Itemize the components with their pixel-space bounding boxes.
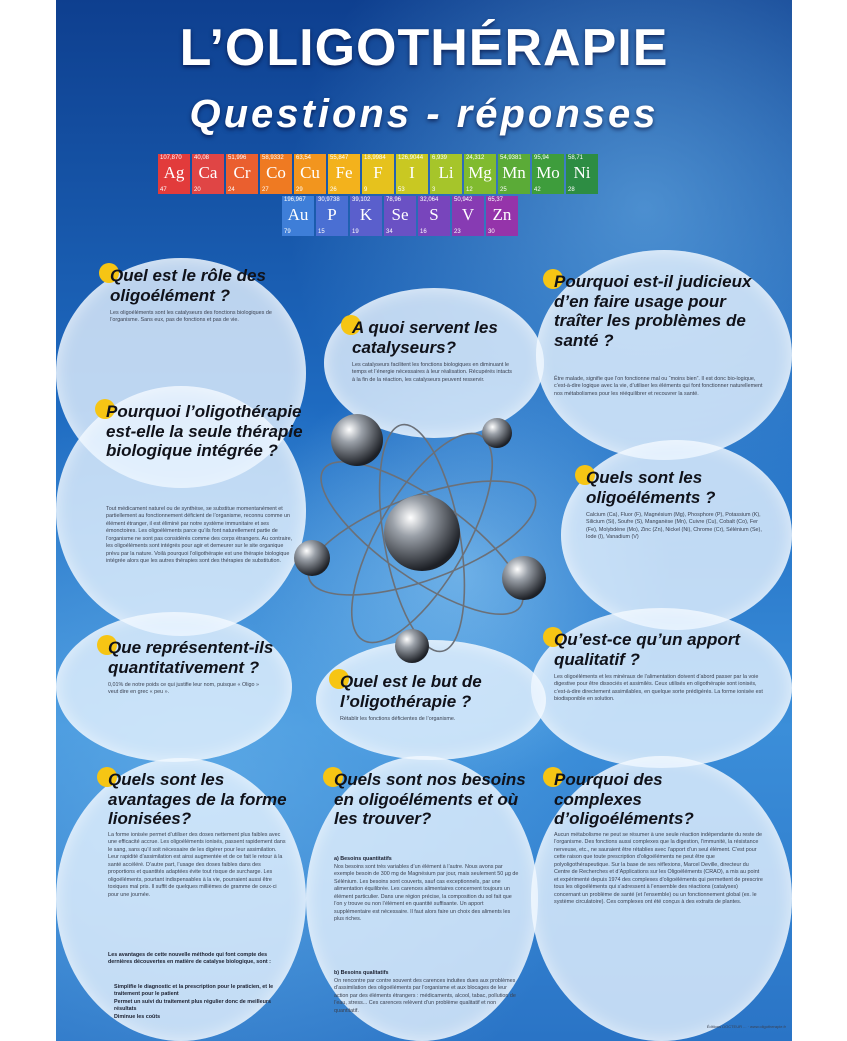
question-seule: Pourquoi l’oligothérapie est-elle la seule thérapie biologique intégrée ? <box>106 402 316 461</box>
element-mass: 30,9738 <box>318 197 340 203</box>
question-besoins: Quels sont nos besoins en oligoéléments et où les trouver? <box>334 770 534 829</box>
element-symbol: Li <box>438 163 454 182</box>
element-number: 20 <box>194 187 201 193</box>
avantages-bullets <box>108 984 293 1021</box>
element-symbol: F <box>373 163 383 182</box>
element-mass: 126,9044 <box>398 155 424 161</box>
element-number: 3 <box>432 187 436 193</box>
element-symbol: Fe <box>335 163 353 182</box>
question-quels: Quels sont les oligoéléments ? <box>586 468 786 507</box>
element-symbol: K <box>359 205 373 224</box>
element-number: 24 <box>228 187 235 193</box>
element-number: 79 <box>284 229 291 235</box>
element-tile-mn <box>498 154 530 194</box>
poster-title: L’OLIGOTHÉRAPIE <box>179 19 669 77</box>
element-mass: 50,942 <box>454 197 473 203</box>
poster <box>56 0 792 1041</box>
electron <box>502 556 546 600</box>
element-mass: 196,967 <box>284 197 306 203</box>
element-tile-p <box>316 196 348 236</box>
question-quantitativement: Que représentent-ils quantitativement ? <box>108 638 318 677</box>
element-mass: 24,312 <box>466 155 485 161</box>
nucleus <box>384 495 460 571</box>
avantages-lead: Les avantages de cette nouvelle méthode qui font compte des dernières découvertes en matière de catalyse biologique, sont : <box>108 952 271 966</box>
element-number: 29 <box>296 187 303 193</box>
element-mass: 107,870 <box>160 155 182 161</box>
poster-subtitle: Questions - réponses <box>189 92 659 136</box>
element-number: 30 <box>488 229 495 235</box>
element-tile-mg <box>464 154 496 194</box>
element-symbol: Mo <box>536 163 560 182</box>
element-tile-i <box>396 154 428 194</box>
answer-complexes: Aucun métabolisme ne peut se résumer à une seule réaction indépendante du reste de l’organisme. Des fonctions aussi complexes que la digestion, l’immunité, la résistance nerveuse, etc., ne sauraient être rétablies avec l’apport d’un seul élément. C’est pour cette raison que toute prescription d’oligoéléments ne peut être que polyoligothérapeutique. Sur la base de ses réflexions, Marcel Deville, directeur du Centre de Recherches et d’Applications sur les Oligoéléments (CRAO), a mis au point et expérimenté depuis 1974 des complexes d’oligoéléments qui permettent de prescrire tous les oligoéléments qui s’adressent à l’ensemble des réactions (catalyses) concernant un problème de santé (et l’ensemble) ou un fonctionnement global (ex. le système circulatoire). Ces complexes ont été conçus à des extraits de plantes. <box>554 832 763 906</box>
answer-role: Les oligoéléments sont les catalyseurs des fonctions biologiques de l’organisme. Sans eux, pas de fonctions et pas de vie. <box>110 310 272 324</box>
element-symbol: P <box>327 205 337 224</box>
element-mass: 6,939 <box>432 155 448 161</box>
answer-but: Rétablir les fonctions déficientes de l’organisme. <box>340 716 456 722</box>
element-mass: 95,94 <box>534 155 550 161</box>
element-number: 15 <box>318 229 325 235</box>
electron <box>482 418 512 448</box>
element-tile-f <box>362 154 394 194</box>
element-mass: 51,996 <box>228 155 247 161</box>
element-symbol: Au <box>287 205 309 224</box>
element-symbol: Co <box>266 163 286 182</box>
element-symbol: Zn <box>492 205 512 224</box>
element-mass: 58,9332 <box>262 155 284 161</box>
element-number: 9 <box>364 187 368 193</box>
element-tile-zn <box>486 196 518 236</box>
element-mass: 65,37 <box>488 197 504 203</box>
element-symbol: Ni <box>573 163 591 182</box>
element-symbol: Cr <box>233 163 251 182</box>
answer-quantitativement: 0,01% de notre poids ce qui justifie leur nom, puisque « Oligo » veut dire en grec « peu ». <box>108 682 260 696</box>
answer-avantages: La forme ionisée permet d’utiliser des doses nettement plus faibles avec une efficacité accrue. Les oligoéléments ionisés, passent rapidement dans le sang, sans qu’il soit nécessaire de les digérer pour leur assimilation. Leur rapidité d’assimilation est ainsi augmentée et de ce fait le retour à la santé accéléré. D’autre part, l’usage des doses faibles dans des proportions et quantités adaptées évite tout risque de surcharge. Les oligoéléments, pourtant indispensables à la vie, pourraient aussi être toxiques mal pris. Il suffit de quelques millièmes de gramme de ceux-ci pour une journée. <box>108 832 286 898</box>
atom-illustration <box>292 408 552 668</box>
element-tile-fe <box>328 154 360 194</box>
element-number: 47 <box>160 187 167 193</box>
element-tile-cu <box>294 154 326 194</box>
element-mass: 63,54 <box>296 155 312 161</box>
element-symbol: S <box>429 205 439 224</box>
question-avantages: Quels sont les avantages de la forme lionisées? <box>108 770 308 829</box>
bullet-item: Diminue les coûts <box>114 1013 161 1020</box>
element-symbol: V <box>461 205 475 224</box>
element-symbol: I <box>409 163 415 182</box>
besoins-a1: Nos besoins sont très variables d’un élément à l’autre. Nous avons par exemple besoin de 300 mg de Magnésium par jour, mais seulement 50 µg de Sélénium. Les besoins sont couverts, sauf cas exceptionnels, par une alimentation équilibrée. Les carences alimentaires concernent toujours un élément particulier. Dans une région précise, la composition du sol fait que l’on y trouve ou non l’élément en quantité suffisante. Un apport supplémentaire est nécessaire. Il faut alors faire un choix des aliments les plus riches. <box>334 864 519 923</box>
element-tile-li <box>430 154 462 194</box>
element-mass: 78,96 <box>386 197 402 203</box>
periodic-row-2 <box>282 196 520 236</box>
footer-credit: Éditions DOCTEUR ... · www.oligotherapie.fr <box>706 1024 786 1029</box>
element-tile-co <box>260 154 292 194</box>
answer-quels: Calcium (Ca), Fluor (F), Magnésium (Mg), Phosphore (P), Potassium (K), Silicium (Si), Soufre (S), Manganèse (Mn), Cuivre (Cu), Cobalt (Co), Fer (Fe), Molybdène (Mo), Zinc (Zn), Nickel (Ni), Chrome (Cr), Sélénium (Se), Iode (I), Vanadium (V) <box>586 512 762 541</box>
element-symbol: Se <box>391 205 409 224</box>
element-mass: 32,064 <box>420 197 439 203</box>
element-mass: 55,847 <box>330 155 349 161</box>
answer-judicieux: Être malade, signifie que l’on fonctionne mal ou “moins bien”. Il est donc bio-logique, c’est-à-dire logique avec la vie, d’utiliser les éléments qui font fonctionner naturellement nos métabolismes pour les rééquilibrer et recouvrer la santé. <box>554 376 763 397</box>
element-number: 28 <box>568 187 575 193</box>
element-tile-k <box>350 196 382 236</box>
element-symbol: Ca <box>198 163 218 182</box>
element-symbol: Cu <box>300 163 320 182</box>
question-qualitatif: Qu’est-ce qu’un apport qualitatif ? <box>554 630 784 669</box>
element-tile-s <box>418 196 450 236</box>
question-complexes: Pourquoi des complexes d’oligoéléments? <box>554 770 754 829</box>
element-tile-ni <box>566 154 598 194</box>
element-mass: 39,102 <box>352 197 371 203</box>
element-number: 34 <box>386 229 393 235</box>
periodic-row-1 <box>158 154 600 194</box>
question-but: Quel est le but de l’oligothérapie ? <box>340 672 530 711</box>
element-number: 25 <box>500 187 507 193</box>
element-tile-cr <box>226 154 258 194</box>
element-number: 26 <box>330 187 337 193</box>
element-mass: 58,71 <box>568 155 584 161</box>
bullet-item: Simplifie le diagnostic et la prescription pour le praticien, et le traitement pour le patient <box>114 984 274 998</box>
besoins-a1-title: a) Besoins quantitatifs <box>334 856 392 862</box>
element-symbol: Ag <box>163 163 185 182</box>
besoins-a2-title: b) Besoins qualitatifs <box>334 970 389 976</box>
element-symbol: Mg <box>468 163 492 182</box>
bullet-item: Permet un suivi du traitement plus régulier donc de meilleurs résultats <box>114 998 271 1013</box>
element-tile-au <box>282 196 314 236</box>
electron <box>331 414 383 466</box>
element-mass: 40,08 <box>194 155 210 161</box>
besoins-a2: On rencontre par contre souvent des carences induites dues aux problèmes d’assimilation des oligoéléments par l’organisme et aux blocages de leur action par des éléments étrangers : médicaments, alcool, tabac, pollution de l’eau, stress... Ces carences relèvent d’un problème qualitatif et non quantitatif. <box>334 978 516 1014</box>
element-number: 23 <box>454 229 461 235</box>
element-tile-ca <box>192 154 224 194</box>
element-number: 27 <box>262 187 269 193</box>
answer-seule: Tout médicament naturel ou de synthèse, se substitue momentanément et partiellement au fonctionnement déficient de l’organisme, reconnu comme un élément étranger, il est éliminé par notre système immunitaire et ses émonctoires. Les oligoéléments parce qu’ils font naturellement partie de l’organisme ne sont pas considérés comme des corps étrangers. Au contraire, les oligoéléments sont intégrés pour agir et demeurer sur le site organique prévu par la nature. Voilà pourquoi l’oligothérapie est une thérapie biologique intégrée alors que les autres thérapies sont des thérapies de substitution. <box>106 506 293 565</box>
element-number: 42 <box>534 187 541 193</box>
element-symbol: Mn <box>502 163 526 182</box>
element-tile-se <box>384 196 416 236</box>
question-judicieux: Pourquoi est-il judicieux d’en faire usage pour traîter les problèmes de santé ? <box>554 272 774 350</box>
element-number: 12 <box>466 187 473 193</box>
element-mass: 18,9984 <box>364 155 386 161</box>
element-number: 53 <box>398 187 405 193</box>
question-catalyseurs: A quoi servent les catalyseurs? <box>352 318 522 357</box>
electron <box>294 540 330 576</box>
element-mass: 54,9381 <box>500 155 522 161</box>
electron <box>395 629 429 663</box>
question-role: Quel est le rôle des oligoélément ? <box>110 266 300 305</box>
answer-catalyseurs: Les catalyseurs facilitent les fonctions biologiques en diminuant le temps et l’énergie nécessaires à leur réalisation. Récupérés intacts à la fin de la réaction, les catalyseurs peuvent resservir. <box>352 362 513 383</box>
element-number: 19 <box>352 229 359 235</box>
element-tile-mo <box>532 154 564 194</box>
element-tile-v <box>452 196 484 236</box>
answer-qualitatif: Les oligoéléments et les minéraux de l’alimentation doivent d’abord passer par la voie digestive pour être dissociés et assimilés. Ceux utilisés en oligothérapie sont ionisés, c’est-à-dire directement assimilables, en quelque sorte prédigérés. La forme ionisée est biodisponible en solution. <box>554 674 763 703</box>
element-tile-ag <box>158 154 190 194</box>
element-number: 16 <box>420 229 427 235</box>
